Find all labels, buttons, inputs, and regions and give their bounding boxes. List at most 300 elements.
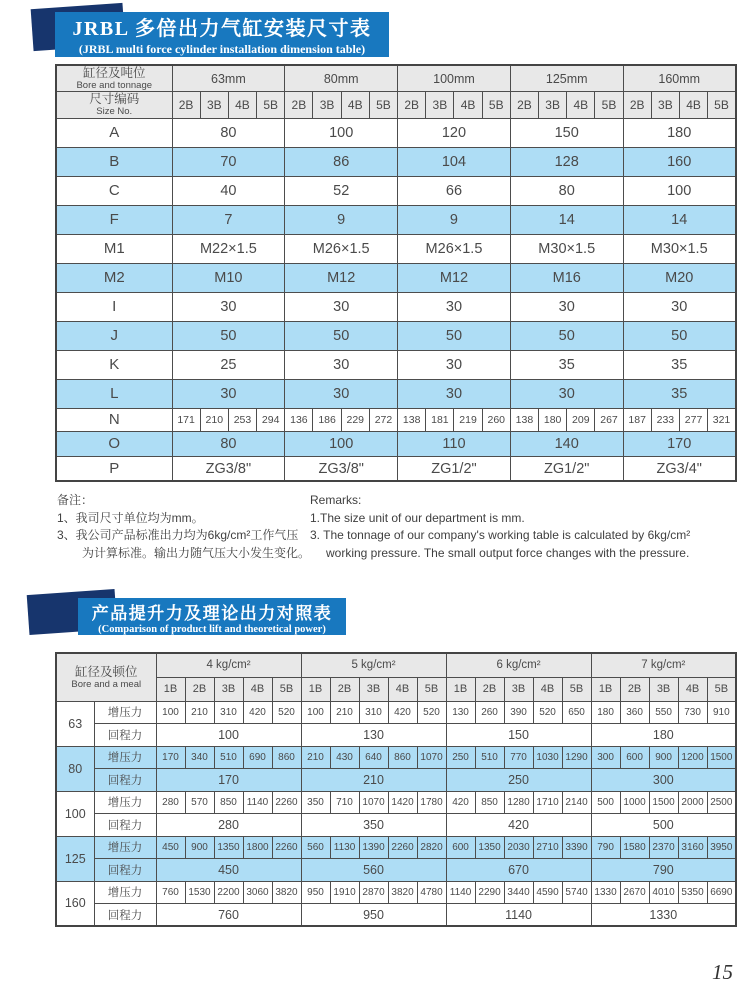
boost-value: 350 [301, 791, 330, 814]
dim-value: 9 [285, 205, 398, 234]
header-label-zh: 缸径及顿位 [74, 664, 138, 679]
boost-value: 1910 [330, 881, 359, 904]
return-value: 250 [446, 769, 591, 792]
dim-value: M16 [510, 263, 623, 292]
dim-value: 30 [172, 292, 285, 321]
sub-column-header: 5B [257, 92, 285, 118]
sub-column-header: 2B [623, 92, 651, 118]
return-value: 790 [591, 859, 736, 882]
boost-value: 2500 [707, 791, 736, 814]
boost-value: 3950 [707, 836, 736, 859]
header-row [56, 92, 736, 118]
boost-value: 280 [156, 791, 185, 814]
sub-column-header: 3B [649, 677, 678, 701]
boost-value: 2260 [272, 791, 301, 814]
return-force-label: 回程力 [94, 769, 156, 792]
sub-column-header: 2B [185, 677, 214, 701]
boost-value: 850 [214, 791, 243, 814]
size-column-header: 160mm [623, 65, 736, 92]
remarks-en [310, 492, 735, 562]
pressure-column-header: 4 kg/cm² [156, 653, 301, 677]
dim-value: 70 [172, 147, 285, 176]
banner2-title-zh: 产品提升力及理论出力对照表 [91, 603, 333, 623]
return-value: 420 [446, 814, 591, 837]
boost-force-label: 增压力 [94, 746, 156, 769]
dim-row-A [56, 118, 736, 147]
header-label-zh: 尺寸编码 [89, 92, 140, 107]
boost-value: 2670 [620, 881, 649, 904]
dim-value: 50 [285, 321, 398, 350]
dimension-label: I [56, 292, 172, 321]
boost-value: 210 [330, 701, 359, 724]
dimension-label: K [56, 350, 172, 379]
bore-tonnage-header [56, 65, 172, 92]
dim-value: 171 [172, 408, 200, 431]
boost-value: 2200 [214, 881, 243, 904]
size-column-header: 63mm [172, 65, 285, 92]
sub-column-header: 2B [330, 677, 359, 701]
header-label-zh: 缸径及吨位 [82, 66, 146, 80]
dim-value: 30 [172, 379, 285, 408]
dim-value: 180 [623, 118, 736, 147]
dim-value: ZG1/2" [510, 456, 623, 481]
boost-value: 3440 [504, 881, 533, 904]
header-row [56, 653, 736, 677]
return-value: 170 [156, 769, 301, 792]
dim-value: M30×1.5 [510, 234, 623, 263]
sub-column-header: 2B [475, 677, 504, 701]
size-column-header: 100mm [398, 65, 511, 92]
dimension-label: M1 [56, 234, 172, 263]
boost-force-label: 增压力 [94, 836, 156, 859]
dimension-label: N [56, 408, 172, 431]
boost-value: 250 [446, 746, 475, 769]
sub-column-header: 1B [446, 677, 475, 701]
boost-value: 1000 [620, 791, 649, 814]
page-number: 15 [712, 960, 733, 984]
boost-value: 640 [359, 746, 388, 769]
boost-value: 310 [214, 701, 243, 724]
dim-value: 30 [285, 350, 398, 379]
dim-value: 210 [200, 408, 228, 431]
dim-value: 50 [510, 321, 623, 350]
dim-value: 30 [398, 379, 511, 408]
return-force-label: 回程力 [94, 859, 156, 882]
boost-value: 900 [649, 746, 678, 769]
dim-value: 180 [539, 408, 567, 431]
dim-value: 150 [510, 118, 623, 147]
boost-value: 500 [591, 791, 620, 814]
bore-row-100-return [56, 814, 736, 837]
bore-size-label: 160 [56, 881, 94, 926]
boost-value: 850 [475, 791, 504, 814]
boost-value: 710 [330, 791, 359, 814]
boost-value: 2710 [533, 836, 562, 859]
boost-value: 5350 [678, 881, 707, 904]
dim-row-M2 [56, 263, 736, 292]
sub-column-header: 4B [678, 677, 707, 701]
sub-column-header: 3B [200, 92, 228, 118]
sub-column-header: 3B [359, 677, 388, 701]
sub-column-header: 2B [620, 677, 649, 701]
dim-value: 35 [623, 379, 736, 408]
bore-row-63-return [56, 724, 736, 747]
remarks-en-title: Remarks: [310, 493, 362, 507]
bore-meal-header [56, 653, 156, 701]
return-value: 300 [591, 769, 736, 792]
dim-value: 35 [623, 350, 736, 379]
dim-value: 267 [595, 408, 623, 431]
sub-column-header: 4B [533, 677, 562, 701]
dim-value: M12 [285, 263, 398, 292]
dim-value: M26×1.5 [285, 234, 398, 263]
boost-value: 3820 [272, 881, 301, 904]
dim-value: 272 [369, 408, 397, 431]
dim-value: M10 [172, 263, 285, 292]
boost-value: 650 [562, 701, 591, 724]
dim-value: 181 [426, 408, 454, 431]
boost-value: 1350 [475, 836, 504, 859]
boost-value: 510 [475, 746, 504, 769]
boost-value: 1330 [591, 881, 620, 904]
return-value: 1330 [591, 904, 736, 927]
boost-value: 4010 [649, 881, 678, 904]
dim-value: 50 [623, 321, 736, 350]
bore-size-label: 80 [56, 746, 94, 791]
boost-value: 900 [185, 836, 214, 859]
dim-value: 100 [623, 176, 736, 205]
dim-row-F [56, 205, 736, 234]
dimension-label: J [56, 321, 172, 350]
dim-value: 30 [510, 292, 623, 321]
boost-force-label: 增压力 [94, 701, 156, 724]
pressure-column-header: 6 kg/cm² [446, 653, 591, 677]
boost-value: 520 [272, 701, 301, 724]
remarks-section [57, 492, 735, 562]
bore-row-100-boost [56, 791, 736, 814]
header-label-en: Size No. [96, 106, 133, 118]
dim-value: 128 [510, 147, 623, 176]
dim-value: 66 [398, 176, 511, 205]
return-value: 670 [446, 859, 591, 882]
boost-value: 210 [185, 701, 214, 724]
boost-value: 2370 [649, 836, 678, 859]
dim-row-I [56, 292, 736, 321]
bore-row-125-boost [56, 836, 736, 859]
boost-value: 100 [156, 701, 185, 724]
sub-column-header: 3B [426, 92, 454, 118]
header-label-en: Bore and tonnage [76, 80, 153, 91]
dim-value: 14 [623, 205, 736, 234]
dim-value: M26×1.5 [398, 234, 511, 263]
remarks-zh-line: 为计算标准。输出力随气压大小发生变化。 [82, 545, 311, 560]
sub-column-header: 4B [454, 92, 482, 118]
remarks-en-line: working pressure. The small output force changes with the pressure. [326, 545, 690, 560]
dim-value: 140 [510, 431, 623, 456]
boost-value: 170 [156, 746, 185, 769]
dim-value: 294 [257, 408, 285, 431]
boost-value: 1530 [185, 881, 214, 904]
dim-value: M22×1.5 [172, 234, 285, 263]
sub-column-header: 4B [567, 92, 595, 118]
dim-value: 14 [510, 205, 623, 234]
sub-column-header: 3B [504, 677, 533, 701]
boost-value: 910 [707, 701, 736, 724]
dim-value: 40 [172, 176, 285, 205]
sub-column-header: 5B [369, 92, 397, 118]
remarks-zh-line: 3、我公司产品标准出力均为6kg/cm²工作气压 [57, 528, 299, 542]
bore-size-label: 100 [56, 791, 94, 836]
sub-column-header: 5B [707, 677, 736, 701]
return-value: 760 [156, 904, 301, 927]
return-force-label: 回程力 [94, 904, 156, 927]
boost-force-label: 增压力 [94, 791, 156, 814]
sub-column-header: 3B [214, 677, 243, 701]
boost-value: 2260 [388, 836, 417, 859]
remarks-en-line: 1.The size unit of our department is mm. [310, 510, 525, 525]
sub-column-header: 5B [272, 677, 301, 701]
boost-value: 1070 [417, 746, 446, 769]
dim-value: 50 [398, 321, 511, 350]
sub-column-header: 2B [510, 92, 538, 118]
boost-value: 2140 [562, 791, 591, 814]
boost-value: 300 [591, 746, 620, 769]
boost-value: 3820 [388, 881, 417, 904]
remarks-en-line: 3. The tonnage of our company's working table is calculated by 6kg/cm² [310, 528, 691, 542]
sub-column-header: 1B [591, 677, 620, 701]
dim-value: ZG3/4" [623, 456, 736, 481]
dim-value: ZG3/8" [172, 456, 285, 481]
boost-value: 2030 [504, 836, 533, 859]
banner1-title-en: (JRBL multi force cylinder installation dimension table) [78, 42, 366, 56]
boost-value: 340 [185, 746, 214, 769]
bore-size-label: 63 [56, 701, 94, 746]
boost-value: 550 [649, 701, 678, 724]
dimension-label: L [56, 379, 172, 408]
boost-value: 430 [330, 746, 359, 769]
boost-value: 1780 [417, 791, 446, 814]
pressure-column-header: 5 kg/cm² [301, 653, 446, 677]
boost-value: 600 [446, 836, 475, 859]
dim-value: 80 [172, 118, 285, 147]
boost-value: 1130 [330, 836, 359, 859]
boost-value: 1580 [620, 836, 649, 859]
boost-value: 760 [156, 881, 185, 904]
dim-value: M20 [623, 263, 736, 292]
header-row [56, 65, 736, 92]
dim-value: 9 [398, 205, 511, 234]
dim-value: 187 [623, 408, 651, 431]
dim-row-N [56, 408, 736, 431]
boost-value: 100 [301, 701, 330, 724]
dim-value: M30×1.5 [623, 234, 736, 263]
boost-value: 3160 [678, 836, 707, 859]
banner-comparison-bar [78, 598, 346, 635]
bore-row-80-boost [56, 746, 736, 769]
banner1-title-zh: JRBL 多倍出力气缸安装尺寸表 [72, 18, 372, 40]
dim-value: 80 [172, 431, 285, 456]
boost-value: 570 [185, 791, 214, 814]
banner2-title-en: (Comparison of product lift and theoretical power) [98, 623, 326, 635]
boost-value: 360 [620, 701, 649, 724]
size-no-header [56, 92, 172, 118]
boost-value: 2870 [359, 881, 388, 904]
dim-value: 229 [341, 408, 369, 431]
dim-value: 233 [651, 408, 679, 431]
dim-row-L [56, 379, 736, 408]
return-value: 280 [156, 814, 301, 837]
bore-row-160-boost [56, 881, 736, 904]
boost-value: 1070 [359, 791, 388, 814]
boost-value: 1800 [243, 836, 272, 859]
dim-value: 30 [623, 292, 736, 321]
installation-dimension-table [55, 64, 737, 482]
sub-column-header: 5B [417, 677, 446, 701]
boost-value: 260 [475, 701, 504, 724]
boost-force-label: 增压力 [94, 881, 156, 904]
sub-column-header: 2B [285, 92, 313, 118]
dimension-label: P [56, 456, 172, 481]
dim-row-O [56, 431, 736, 456]
return-value: 500 [591, 814, 736, 837]
dim-row-P [56, 456, 736, 481]
header-label-en: Bore and a meal [71, 678, 142, 690]
boost-value: 770 [504, 746, 533, 769]
sub-column-header: 4B [679, 92, 707, 118]
dim-value: 30 [285, 292, 398, 321]
dim-value: 260 [482, 408, 510, 431]
sub-column-header: 1B [156, 677, 185, 701]
boost-value: 5740 [562, 881, 591, 904]
dim-value: 160 [623, 147, 736, 176]
sub-column-header: 2B [398, 92, 426, 118]
dim-value: 110 [398, 431, 511, 456]
dimension-label: F [56, 205, 172, 234]
dim-value: 186 [313, 408, 341, 431]
boost-value: 2260 [272, 836, 301, 859]
boost-value: 1420 [388, 791, 417, 814]
boost-value: 510 [214, 746, 243, 769]
boost-value: 6690 [707, 881, 736, 904]
dim-row-J [56, 321, 736, 350]
boost-value: 520 [533, 701, 562, 724]
boost-value: 310 [359, 701, 388, 724]
return-value: 130 [301, 724, 446, 747]
boost-value: 690 [243, 746, 272, 769]
boost-value: 420 [388, 701, 417, 724]
boost-value: 3390 [562, 836, 591, 859]
boost-value: 560 [301, 836, 330, 859]
boost-value: 4780 [417, 881, 446, 904]
dim-value: 80 [510, 176, 623, 205]
boost-value: 390 [504, 701, 533, 724]
return-force-label: 回程力 [94, 724, 156, 747]
sub-column-header: 3B [539, 92, 567, 118]
sub-column-header: 5B [482, 92, 510, 118]
boost-value: 1200 [678, 746, 707, 769]
dim-value: 136 [285, 408, 313, 431]
sub-column-header: 5B [595, 92, 623, 118]
boost-value: 1350 [214, 836, 243, 859]
boost-value: 1500 [649, 791, 678, 814]
return-force-label: 回程力 [94, 814, 156, 837]
remarks-zh-title: 备注： [57, 493, 94, 507]
boost-value: 420 [243, 701, 272, 724]
sub-column-header: 2B [172, 92, 200, 118]
dimension-label: C [56, 176, 172, 205]
boost-value: 520 [417, 701, 446, 724]
boost-value: 4590 [533, 881, 562, 904]
dim-value: 253 [228, 408, 256, 431]
dim-value: 277 [679, 408, 707, 431]
return-value: 210 [301, 769, 446, 792]
boost-value: 2000 [678, 791, 707, 814]
dim-row-K [56, 350, 736, 379]
return-value: 150 [446, 724, 591, 747]
boost-value: 860 [388, 746, 417, 769]
boost-value: 2820 [417, 836, 446, 859]
boost-value: 180 [591, 701, 620, 724]
sub-column-header: 3B [313, 92, 341, 118]
sub-column-header: 5B [562, 677, 591, 701]
dim-value: 321 [708, 408, 736, 431]
sub-column-header: 4B [228, 92, 256, 118]
dim-value: 219 [454, 408, 482, 431]
dim-value: 100 [285, 431, 398, 456]
boost-value: 420 [446, 791, 475, 814]
dim-value: 209 [567, 408, 595, 431]
boost-value: 2290 [475, 881, 504, 904]
dimension-label: A [56, 118, 172, 147]
dim-value: M12 [398, 263, 511, 292]
dim-value: 52 [285, 176, 398, 205]
sub-column-header: 3B [651, 92, 679, 118]
boost-value: 450 [156, 836, 185, 859]
pressure-column-header: 7 kg/cm² [591, 653, 736, 677]
bore-row-125-return [56, 859, 736, 882]
boost-value: 600 [620, 746, 649, 769]
dim-value: 7 [172, 205, 285, 234]
header-row [56, 677, 736, 701]
remarks-zh-line: 1、我司尺寸单位均为mm。 [57, 510, 204, 525]
boost-value: 1290 [562, 746, 591, 769]
boost-value: 1140 [446, 881, 475, 904]
lift-power-table [55, 652, 737, 927]
boost-value: 210 [301, 746, 330, 769]
boost-value: 950 [301, 881, 330, 904]
bore-row-80-return [56, 769, 736, 792]
dim-value: 138 [398, 408, 426, 431]
sub-column-header: 1B [301, 677, 330, 701]
bore-row-160-return [56, 904, 736, 927]
boost-value: 790 [591, 836, 620, 859]
dim-row-B [56, 147, 736, 176]
return-value: 1140 [446, 904, 591, 927]
remarks-zh [57, 492, 310, 562]
boost-value: 1280 [504, 791, 533, 814]
sub-column-header: 4B [243, 677, 272, 701]
dim-value: 30 [398, 350, 511, 379]
dim-value: 138 [510, 408, 538, 431]
boost-value: 130 [446, 701, 475, 724]
dim-value: 170 [623, 431, 736, 456]
dim-value: 100 [285, 118, 398, 147]
dim-value: 30 [285, 379, 398, 408]
dim-row-C [56, 176, 736, 205]
size-column-header: 125mm [510, 65, 623, 92]
banner-installation-bar [55, 12, 389, 57]
return-value: 560 [301, 859, 446, 882]
